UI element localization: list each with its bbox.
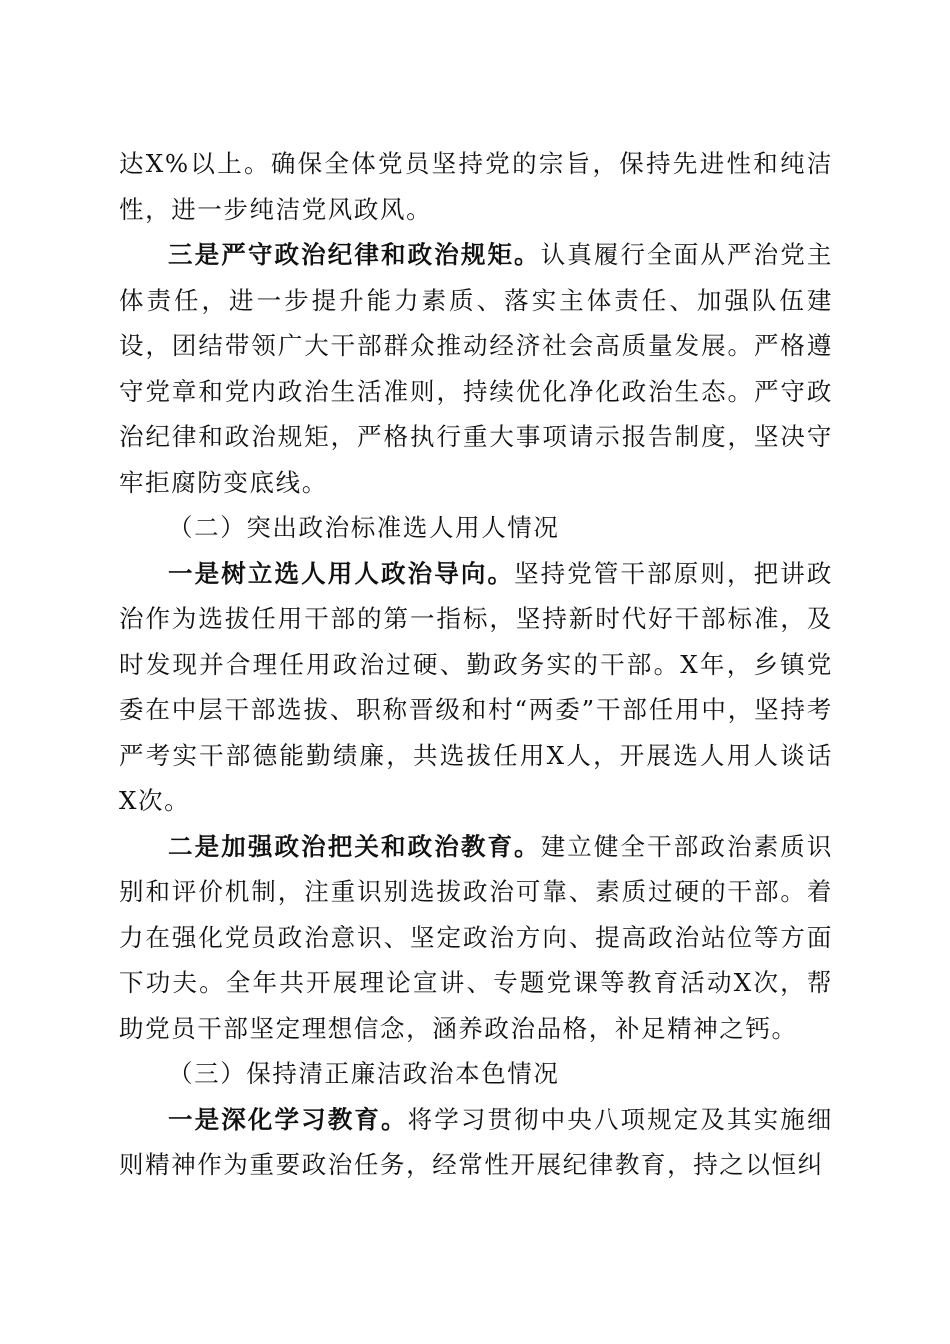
paragraph-text: 将学习贯彻中央八项规定及其实施细则精神作为重要政治任务，经常性开展纪律教育，持之以恒纠 xyxy=(119,1104,833,1179)
paragraph-text: 坚持党管干部原则，把讲政治作为选拔任用干部的第一指标，坚持新时代好干部标准，及时发现并合理任用政治过硬、勤政务实的干部。X年，乡镇党委在中层干部选拔、职称晋级和村“两委”干部任用中，坚持考严考实干部德能勤绩廉，共选拔任用X人，开展选人用人谈话X次。 xyxy=(119,558,833,815)
paragraph-lead: 一是树立选人用人政治导向。 xyxy=(168,558,515,588)
section-heading-3 xyxy=(119,1051,833,1097)
heading-text: （三）保持清正廉洁政治本色情况 xyxy=(168,1059,560,1088)
paragraph-continuation xyxy=(119,141,833,232)
paragraph-text: 认真履行全面从严治党主体责任，进一步提升能力素质、落实主体责任、加强队伍建设，团结带领广大干部群众推动经济社会高质量发展。严格遵守党章和党内政治生活准则，持续优化净化政治生态。严守政治纪律和政治规矩，严格执行重大事项请示报告制度，坚决守牢拒腐防变底线。 xyxy=(119,240,833,497)
paragraph-lead: 一是深化学习教育。 xyxy=(168,1104,408,1134)
paragraph-text: 达X%以上。确保全体党员坚持党的宗旨，保持先进性和纯洁性，进一步纯洁党风政风。 xyxy=(119,149,833,224)
paragraph-lead: 三是严守政治纪律和政治规矩。 xyxy=(168,240,541,269)
paragraph-text: 建立健全干部政治素质识别和评价机制，注重识别选拔政治可靠、素质过硬的干部。着力在强化党员政治意识、坚定政治方向、提高政治站位等方面下功夫。全年共开展理论宣讲、专题党课等教育活动X次，帮助党员干部坚定理想信念，涵养政治品格，补足精神之钙。 xyxy=(119,831,833,1043)
paragraph-item-1 xyxy=(119,551,833,824)
document-body xyxy=(119,141,833,1188)
paragraph-item-2 xyxy=(119,824,833,1052)
heading-text: （二）突出政治标准选人用人情况 xyxy=(168,513,560,542)
paragraph-lead: 二是加强政治把关和政治教育。 xyxy=(168,831,541,861)
paragraph-item-3 xyxy=(119,232,833,505)
paragraph-item-1b xyxy=(119,1097,833,1188)
section-heading-2 xyxy=(119,505,833,551)
